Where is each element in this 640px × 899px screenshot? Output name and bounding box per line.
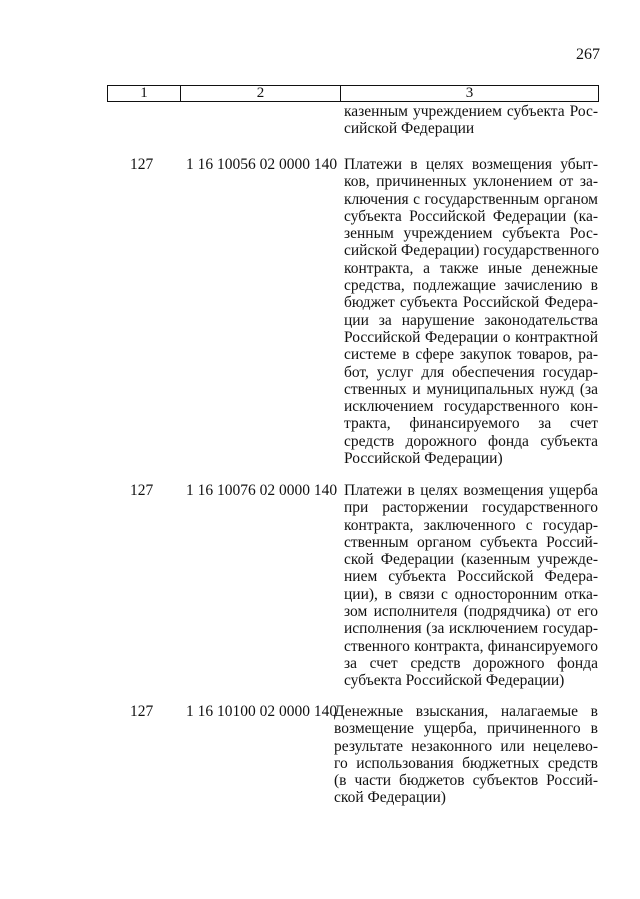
description-line: результате незаконного или нецелево- [334, 737, 598, 755]
header-col-3: 3 [465, 85, 474, 101]
description-line: нием субъекта Российской Федера- [344, 568, 598, 586]
description-line: субъекта Российской Федерации) [344, 672, 565, 690]
description-line: Платежи в целях возмещения убыт- [344, 156, 598, 173]
description-line: Российской Федерации о контрактной [344, 328, 598, 346]
description-line: контракта, а также иные денежные [344, 259, 598, 277]
description-line: контракта, заключенного с государ- [344, 516, 598, 534]
budget-classification-code: 1 16 10056 02 0000 140 [186, 156, 338, 173]
continued-description [344, 103, 598, 138]
description-line: исключением государственного кон- [344, 398, 598, 416]
continued-line: казенным учреждением субъекта Рос- [344, 103, 598, 120]
description-line: Денежные взыскания, налагаемые в [334, 703, 598, 720]
description-line: бюджет субъекта Российской Федера- [344, 294, 598, 312]
admin-code: 127 [130, 703, 154, 720]
page-number: 267 [576, 46, 600, 63]
income-description [344, 156, 598, 467]
income-description [344, 482, 598, 690]
description-line: ственного контракта, финансируемого [344, 637, 598, 655]
header-col-1: 1 [108, 86, 181, 101]
description-line: субъекта Российской Федерации (ка- [344, 207, 598, 225]
description-line: ственных и муниципальных нужд (за [344, 380, 598, 398]
description-line: зенным учреждением субъекта Рос- [344, 225, 598, 243]
description-line: за счет средств дорожного фонда [344, 654, 598, 672]
description-line: ции), в связи с односторонним отка- [344, 585, 598, 603]
description-line: ской Федерации) [334, 789, 446, 807]
description-line: бот, услуг для обеспечения государ- [344, 363, 598, 381]
description-line: исполнения (за исключением государ- [344, 620, 598, 638]
budget-classification-code: 1 16 10076 02 0000 140 [186, 482, 338, 499]
description-line: системе в сфере закупок товаров, ра- [344, 346, 598, 364]
description-line: ственным органом субъекта Россий- [344, 533, 598, 551]
description-line: при расторжении государственного [344, 499, 598, 517]
table-header-row [107, 85, 599, 102]
header-col-2: 2 [181, 86, 341, 101]
income-description [334, 703, 598, 807]
description-line: Российской Федерации) [344, 450, 503, 468]
admin-code: 127 [130, 482, 154, 499]
continued-line: сийской Федерации [344, 120, 475, 138]
budget-classification-code: 1 16 10100 02 0000 140 [186, 703, 338, 720]
description-line: ции за нарушение законодательства [344, 311, 598, 329]
description-line: средства, подлежащие зачислению в [344, 277, 598, 295]
description-line: тракта, финансируемого за счет [344, 415, 598, 433]
description-line: (в части бюджетов субъектов Россий- [334, 772, 598, 790]
description-line: ков, причиненных уклонением от за- [344, 173, 598, 191]
description-line: Платежи в целях возмещения ущерба [344, 482, 598, 499]
description-line: ской Федерации (казенным учрежде- [344, 551, 598, 569]
description-line: сийской Федерации) государственного [344, 242, 600, 260]
admin-code: 127 [130, 156, 154, 173]
description-line: возмещение ущерба, причиненного в [334, 720, 598, 738]
description-line: го использования бюджетных средств [334, 754, 598, 772]
description-line: зом исполнителя (подрядчика) от его [344, 603, 598, 621]
description-line: средств дорожного фонда субъекта [344, 432, 598, 450]
description-line: ключения с государственным органом [344, 190, 598, 208]
